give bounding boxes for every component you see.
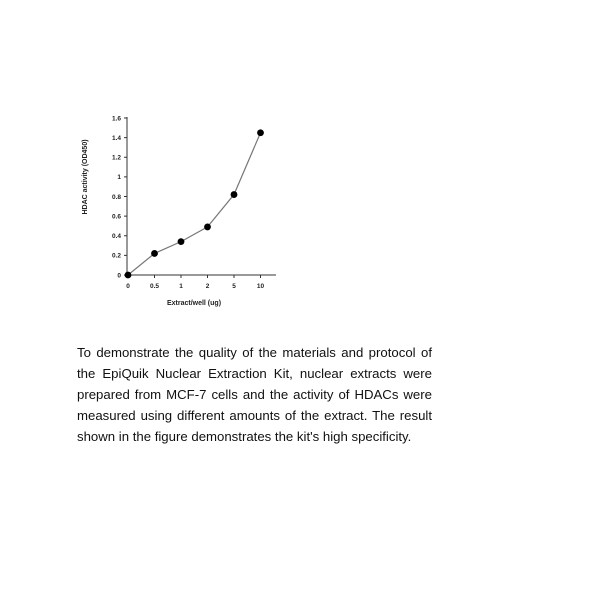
y-tick-label: 0.4	[111, 233, 121, 241]
y-axis-ticks	[112, 115, 127, 279]
y-tick-label: 0.2	[111, 252, 121, 260]
chart-axes	[127, 117, 276, 275]
y-tick-label: 1.2	[111, 154, 121, 162]
data-point	[178, 238, 185, 245]
y-tick-label: 1.6	[111, 115, 121, 123]
y-tick-label: 0.8	[111, 193, 121, 201]
x-tick-label: 10	[256, 283, 265, 290]
y-axis-title: HDAC activity (OD450)	[82, 139, 89, 215]
y-tick-label: 1.4	[111, 134, 121, 142]
x-tick-label: 0.5	[149, 283, 160, 290]
data-point	[231, 191, 238, 198]
data-point	[257, 129, 264, 136]
hdac-activity-chart	[60, 100, 300, 320]
y-tick-label: 0	[117, 272, 121, 280]
x-tick-label: 1	[179, 283, 183, 290]
chart-canvas	[60, 100, 300, 320]
figure-caption: To demonstrate the quality of the materials and protocol of the EpiQuik Nuclear Extraction Kit, nuclear extracts were prepared from MCF-7 cells and the activity of HDACs were measured using different amounts of the extract. The result shown in the figure demonstrates the kit's high specificity.	[77, 345, 432, 444]
data-point	[204, 224, 211, 231]
data-point	[151, 250, 158, 257]
x-axis-title: Extract/well (ug)	[166, 300, 222, 307]
data-point	[125, 272, 132, 279]
x-tick-label: 5	[232, 283, 236, 290]
x-axis-ticks	[126, 275, 264, 290]
y-tick-label: 0.6	[111, 213, 121, 221]
y-tick-label: 1	[117, 174, 121, 182]
series-line	[128, 133, 261, 275]
x-tick-label: 2	[205, 283, 210, 290]
x-tick-label: 0	[126, 283, 130, 290]
data-series	[125, 129, 264, 278]
